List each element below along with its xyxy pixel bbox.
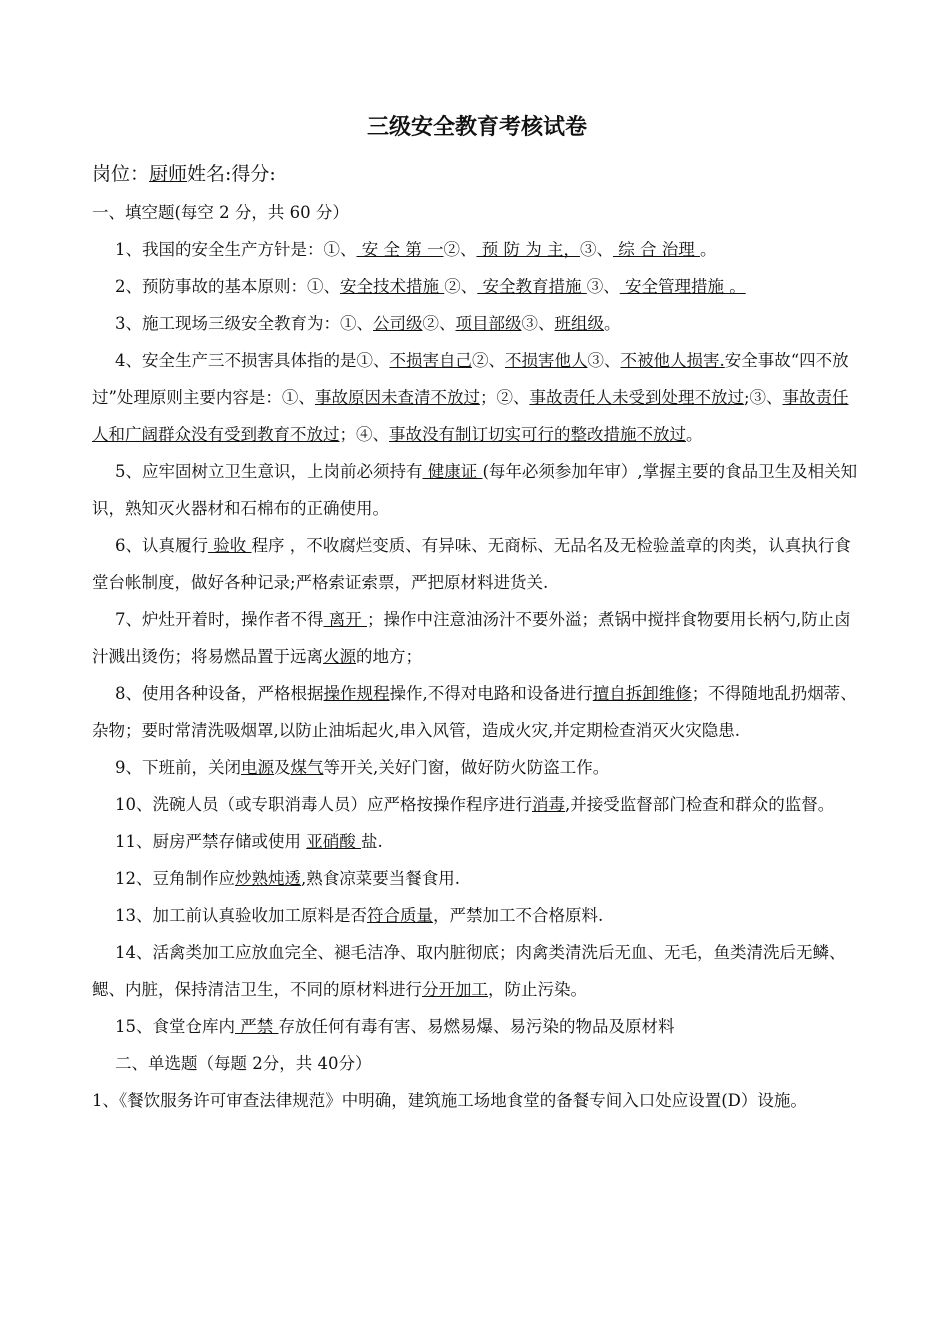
answer: 事故原因未查清不放过 — [314, 388, 480, 407]
choice-question-1: 1、《餐饮服务许可审查法律规范》中明确，建筑施工场地食堂的备餐专间入口处应设置(D）设施。 — [92, 1091, 807, 1110]
question-13: 13、加工前认真验收加工原料是否符合质量，严禁加工不合格原料. — [115, 906, 604, 925]
question-9: 9、下班前，关闭电源及煤气等开关,关好门窗，做好防火防盗工作。 — [115, 758, 610, 777]
question-14: 14、活禽类加工应放血完全、褪毛洁净、取内脏彻底；肉禽类清洗后无血、无毛，鱼类清洗后无鳞、鳃、内脏，保持清洁卫生，不同的原材料进行分开加工，防止污染。 — [92, 943, 846, 999]
answer: 消毒 — [532, 795, 565, 814]
answer: 公司级 — [373, 314, 423, 333]
answer: 离开 — [323, 610, 367, 629]
answer: 项目部级 — [455, 314, 522, 333]
name-score-label: 姓名:得分: — [187, 163, 276, 185]
answer: 事故责任人和广阔群众没有受到教育不放过 — [92, 388, 849, 444]
question-12: 12、豆角制作应炒熟炖透,熟食凉菜要当餐食用. — [115, 869, 460, 888]
answer: 事故没有制订切实可行的整改措施不放过 — [389, 425, 686, 444]
answer: 亚硝酸 — [306, 832, 361, 851]
section-fill-heading: 一、填空题(每空 2 分，共 60 分） — [92, 203, 349, 222]
answer: 严禁 — [235, 1017, 279, 1036]
exam-header — [92, 159, 862, 186]
position-value: 厨师 — [149, 163, 188, 185]
question-2: 2、预防事故的基本原则：①、安全技术措施 ②、 安全教育措施 ③、 安全管理措施 。 — [115, 277, 746, 296]
answer: 预 防 为 主， — [476, 240, 580, 259]
question-5: 5、应牢固树立卫生意识，上岗前必须持有 健康证 (每年必须参加年审）,掌握主要的食品卫生及相关知识，熟知灭火器材和石棉布的正确使用。 — [92, 462, 858, 518]
answer: 操作规程 — [323, 684, 390, 703]
answer: 煤气 — [290, 758, 324, 777]
question-4: 4、安全生产三不损害具体指的是①、不损害自己②、不损害他人③、不被他人损害.安全事故“四不放过”处理原则主要内容是：①、事故原因未查清不放过；②、事故责任人未受到处理不放过;③、事故责任人和广阔群众没有受到教育不放过；④、事故没有制订切实可行的整改措施不放过。 — [92, 351, 849, 444]
answer: 电源 — [241, 758, 274, 777]
question-6: 6、认真履行 验收 程序 ，不收腐烂变质、有异味、无商标、无品名及无检验盖章的肉类，认真执行食堂台帐制度，做好各种记录;严格索证索票，严把原材料进货关. — [92, 536, 851, 592]
answer: 综 合 治理 — [612, 240, 700, 259]
answer: 验收 — [208, 536, 252, 555]
exam-page — [92, 104, 862, 1119]
answer: 不被他人损害. — [620, 351, 725, 370]
answer: 不损害自己 — [389, 351, 472, 370]
answer: 不损害他人 — [505, 351, 588, 370]
answer: 班组级 — [554, 314, 604, 333]
position-label: 岗位： — [92, 163, 150, 185]
answer: 符合质量 — [367, 906, 433, 925]
question-8: 8、使用各种设备，严格根据操作规程操作,不得对电路和设备进行擅自拆卸维修；不得随地乱扔烟蒂、杂物；要时常清洗吸烟罩,以防止油垢起火,串入风管，造成火灾,并定期检查消灭火灾隐患. — [92, 684, 857, 740]
answer: 健康证 — [422, 462, 483, 481]
section-choice-heading: 二、单选题（每题 2分，共 40分） — [115, 1054, 372, 1073]
question-11: 11、厨房严禁存储或使用 亚硝酸 盐. — [115, 832, 383, 851]
question-15: 15、食堂仓库内 严禁 存放任何有毒有害、易燃易爆、易污染的物品及原材料 — [115, 1017, 675, 1036]
answer: 事故责任人未受到处理不放过 — [529, 388, 744, 407]
answer: 炒熟炖透 — [235, 869, 301, 888]
page-title: 三级安全教育考核试卷 — [366, 115, 587, 140]
question-10: 10、洗碗人员（或专职消毒人员）应严格按操作程序进行消毒,并接受监督部门检查和群众的监督。 — [115, 795, 835, 814]
answer: 擅自拆卸维修 — [592, 684, 692, 703]
answer: 安全管理措施 。 — [619, 277, 746, 296]
answer: 分开加工 — [422, 980, 488, 999]
answer: 火源 — [323, 647, 356, 666]
answer: 安全教育措施 — [477, 277, 587, 296]
answer: 安全技术措施 — [340, 277, 445, 296]
answer: 安 全 第 一 — [356, 240, 444, 259]
question-1: 1、我国的安全生产方针是：①、 安 全 第 一②、 预 防 为 主，③、 综 合 治理 。 — [115, 240, 717, 259]
question-7: 7、炉灶开着时，操作者不得 离开 ；操作中注意油汤汁不要外溢；煮锅中搅拌食物要用长柄勺,防止卤汁溅出烫伤；将易燃品置于远离火源的地方； — [92, 610, 851, 666]
question-3: 3、施工现场三级安全教育为：①、公司级②、项目部级③、班组级。 — [115, 314, 621, 333]
